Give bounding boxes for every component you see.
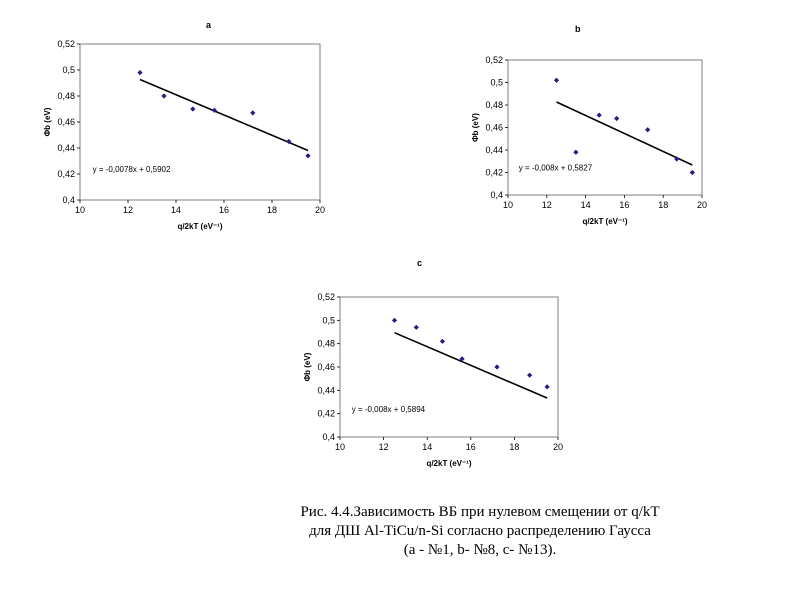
y-tick-label: 0,48	[485, 100, 503, 110]
y-axis-label: Φb (eV)	[471, 113, 480, 142]
x-axis-label: q/2kT (eV⁻¹)	[426, 459, 472, 468]
plot-area-c	[340, 297, 558, 437]
caption-line-1: Рис. 4.4.Зависимость ВБ при нулевом смещении от q/kT	[300, 504, 660, 520]
caption-line-3: (a - №1, b- №8, c- №13).	[403, 542, 557, 558]
data-point	[137, 70, 142, 75]
data-point	[392, 318, 397, 323]
x-tick-label: 12	[378, 442, 389, 452]
figure-caption	[200, 503, 760, 560]
chart-svg-b	[455, 45, 715, 255]
trendline-b	[557, 102, 693, 165]
chart-panel-b	[455, 45, 715, 255]
x-tick-label: 10	[334, 442, 346, 452]
trendline-a	[140, 79, 308, 150]
data-point	[573, 150, 578, 155]
x-tick-label: 12	[122, 205, 134, 215]
y-tick-label: 0,44	[57, 143, 75, 153]
x-tick-label: 18	[266, 205, 278, 215]
trendline-equation-a: y = -0,0078x + 0,5902	[92, 164, 171, 174]
plot-area-b	[508, 60, 702, 195]
x-tick-label: 14	[580, 200, 591, 210]
x-tick-label: 18	[509, 442, 520, 452]
y-tick-label: 0,4	[322, 432, 335, 442]
trendline-equation-b: y = -0,008x + 0,5827	[518, 163, 593, 173]
x-tick-label: 18	[658, 200, 669, 210]
trendline-c	[395, 333, 548, 398]
y-tick-label: 0,5	[322, 315, 335, 326]
panel-b-letter: b	[575, 24, 581, 34]
data-point	[250, 110, 255, 115]
y-tick-label: 0,44	[317, 385, 335, 396]
data-point	[527, 373, 532, 378]
x-tick-label: 16	[218, 205, 230, 215]
y-axis-label: Φb (eV)	[43, 107, 52, 137]
y-tick-label: 0,4	[62, 195, 75, 205]
x-tick-label: 16	[619, 200, 630, 210]
x-tick-label: 14	[422, 442, 433, 452]
x-tick-label: 20	[314, 205, 326, 215]
data-point	[305, 153, 310, 158]
x-tick-label: 20	[552, 442, 564, 452]
y-tick-label: 0,44	[485, 145, 503, 155]
chart-panel-c	[280, 280, 580, 495]
x-axis-label: q/2kT (eV⁻¹)	[177, 222, 223, 231]
data-point	[440, 339, 445, 344]
y-tick-label: 0,5	[490, 77, 503, 88]
caption-line-2: для ДШ Al-TiCu/n-Si согласно распределению Гаусса	[309, 523, 651, 539]
y-tick-label: 0,46	[57, 117, 75, 127]
data-point	[190, 106, 195, 111]
data-point	[597, 113, 602, 118]
data-point	[614, 116, 619, 121]
data-point	[494, 364, 499, 369]
panel-c-letter: c	[417, 258, 423, 268]
chart-svg-a	[43, 39, 350, 255]
data-point	[554, 78, 559, 83]
x-tick-label: 16	[465, 442, 476, 452]
y-axis-label: Φb (eV)	[303, 352, 312, 382]
y-tick-label: 0,52	[317, 292, 335, 302]
trendline-equation-c: y = -0,008x + 0,5894	[351, 404, 426, 414]
y-tick-label: 0,48	[57, 91, 75, 101]
data-point	[645, 127, 650, 132]
y-tick-label: 0,42	[485, 167, 503, 178]
y-tick-label: 0,4	[490, 190, 503, 200]
x-tick-label: 20	[696, 200, 708, 210]
x-tick-label: 14	[170, 205, 182, 215]
y-tick-label: 0,5	[62, 65, 75, 75]
plot-area-a	[80, 44, 320, 200]
x-tick-label: 10	[74, 205, 86, 215]
x-axis-label: q/2kT (eV⁻¹)	[582, 217, 628, 226]
x-tick-label: 12	[541, 200, 552, 210]
data-point	[545, 384, 550, 389]
x-tick-label: 10	[502, 200, 514, 210]
chart-svg-c	[280, 280, 580, 495]
data-point	[414, 325, 419, 330]
panel-a-letter: a	[206, 20, 212, 30]
y-tick-label: 0,46	[485, 122, 503, 133]
y-tick-label: 0,42	[57, 169, 75, 179]
y-tick-label: 0,46	[317, 362, 335, 372]
y-tick-label: 0,48	[317, 338, 335, 349]
data-point	[161, 93, 166, 98]
chart-panel-a	[43, 39, 350, 255]
y-tick-label: 0,52	[57, 39, 75, 49]
y-tick-label: 0,42	[317, 408, 335, 419]
y-tick-label: 0,52	[485, 55, 503, 65]
data-point	[690, 170, 695, 175]
